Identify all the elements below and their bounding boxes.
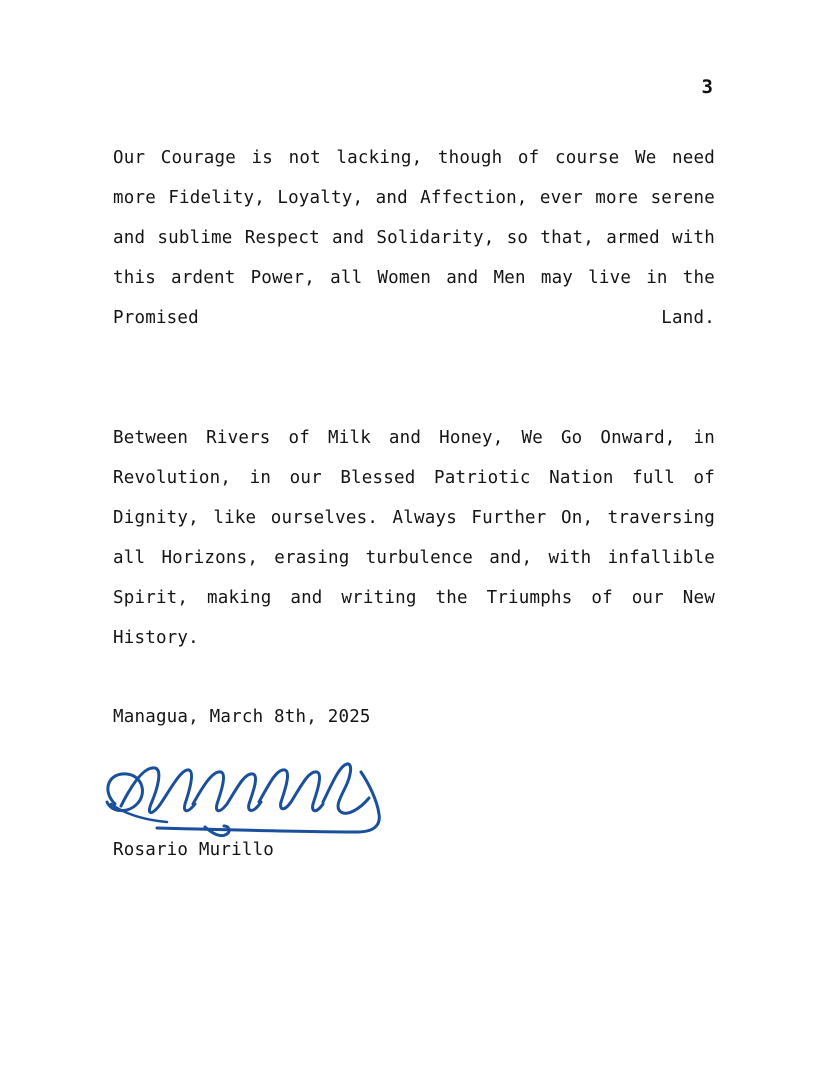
document-body [113, 138, 715, 698]
paragraph-1: Our Courage is not lacking, though of course We need more Fidelity, Loyalty, and Affection, ever more serene and sublime Respect and Solidarity, so that, armed with this ardent Power, all Women and Men may live in the Promised Land. [113, 148, 715, 328]
page-number: 3 [701, 76, 713, 98]
handwritten-signature [85, 742, 415, 847]
paragraph-2: Between Rivers of Milk and Honey, We Go Onward, in Revolution, in our Blessed Patriotic Nation full of Dignity, like ourselves. Always Further On, traversing all Horizons, erasing turbulence and, with infallible Spirit, making and writing the Triumphs of our New History. [113, 428, 715, 648]
signature-icon [85, 742, 415, 847]
dateline: Managua, March 8th, 2025 [113, 707, 371, 727]
signer-name: Rosario Murillo [113, 840, 275, 860]
